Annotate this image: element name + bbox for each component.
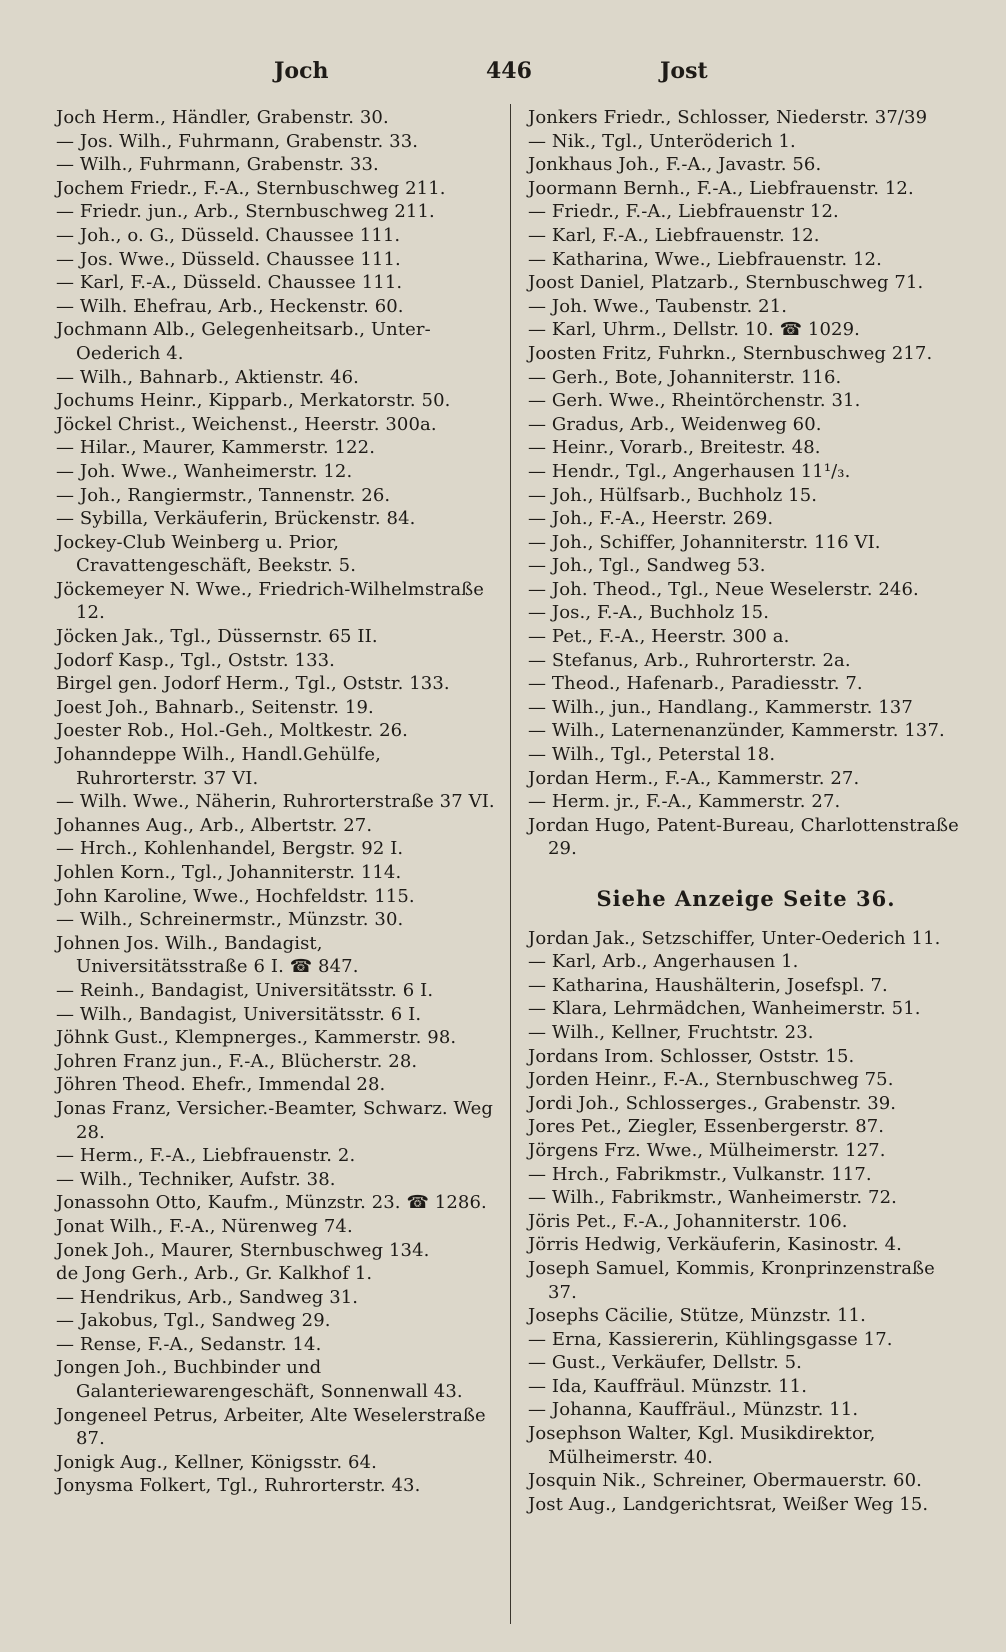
directory-entry: — Herm. jr., F.-A., Kammerstr. 27. [528,791,841,813]
directory-entry: — Joh., Rangiermstr., Tannenstr. 26. [56,484,391,506]
directory-entry: — Friedr. jun., Arb., Sternbuschweg 211. [56,201,435,223]
directory-entry: — Wilh., Techniker, Aufstr. 38. [56,1168,336,1190]
directory-entry: Jöcken Jak., Tgl., Düssernstr. 65 II. [56,626,378,648]
directory-entry: — Wilh. Wwe., Näherin, Ruhrorterstraße 37 VI. [56,791,495,813]
directory-entry: Joost Daniel, Platzarb., Sternbuschweg 71. [528,272,924,294]
directory-entry: — Karl, F.-A., Liebfrauenstr. 12. [528,224,820,246]
directory-entry: — Wilh., Bahnarb., Aktienstr. 46. [56,366,359,388]
directory-entry: — Sybilla, Verkäuferin, Brückenstr. 84. [56,508,416,530]
directory-entry: — Nik., Tgl., Unteröderich 1. [528,130,796,152]
directory-entry: Josquin Nik., Schreiner, Obermauerstr. 60. [528,1470,922,1492]
directory-entry: — Jakobus, Tgl., Sandweg 29. [56,1310,331,1332]
directory-entry: — Wilh., Schreinermstr., Münzstr. 30. [56,909,404,931]
directory-entry: Johanndeppe Wilh., Handl.Gehülfe, Ruhrorterstr. 37 VI. [56,744,381,789]
directory-entry: Jores Pet., Ziegler, Essenbergerstr. 87. [528,1116,885,1138]
directory-entry: — Karl, Uhrm., Dellstr. 10. ☎ 1029. [528,319,860,341]
directory-entry: — Hendr., Tgl., Angerhausen 11¹/₃. [528,460,851,482]
directory-entry: — Herm., F.-A., Liebfrauenstr. 2. [56,1145,356,1167]
page-number: 446 [486,58,532,84]
directory-entry: Johannes Aug., Arb., Albertstr. 27. [56,814,373,836]
right-column [528,106,964,1516]
directory-entry: — Joh., Hülfsarb., Buchholz 15. [528,484,818,506]
left-column [56,106,496,1498]
directory-entry: Jonassohn Otto, Kaufm., Münzstr. 23. ☎ 1286. [56,1192,487,1214]
directory-entry: Jöhnk Gust., Klempnerges., Kammerstr. 98. [56,1027,457,1049]
directory-entry: Johnen Jos. Wilh., Bandagist, Universitätsstraße 6 I. ☎ 847. [56,932,359,978]
directory-entry: — Karl, F.-A., Düsseld. Chaussee 111. [56,272,403,294]
right-column-bottom [528,927,964,1517]
directory-entry: Jöckemeyer N. Wwe., Friedrich-Wilhelmstraße 12. [56,578,485,624]
directory-entry: — Joh., F.-A., Heerstr. 269. [528,508,774,530]
directory-entry: — Erna, Kassiererin, Kühlingsgasse 17. [528,1328,893,1350]
directory-entry: Jonkers Friedr., Schlosser, Niederstr. 37/39 [528,107,928,128]
directory-entry: de Jong Gerh., Arb., Gr. Kalkhof 1. [56,1263,373,1285]
directory-entry: — Katharina, Haushälterin, Josefspl. 7. [528,974,888,996]
directory-entry: Jorden Heinr., F.-A., Sternbuschweg 75. [528,1069,894,1091]
right-column-top [528,106,964,861]
directory-entry: Jonkhaus Joh., F.-A., Javastr. 56. [528,154,822,176]
directory-entry: Jöris Pet., F.-A., Johanniterstr. 106. [528,1210,848,1232]
directory-entry: — Joh., Tgl., Sandweg 53. [528,555,766,577]
directory-entry: — Rense, F.-A., Sedanstr. 14. [56,1333,322,1355]
directory-entry: Birgel gen. Jodorf Herm., Tgl., Oststr. 133. [56,673,450,695]
directory-entry: — Pet., F.-A., Heerstr. 300 a. [528,626,790,648]
directory-entry: — Jos., F.-A., Buchholz 15. [528,602,770,624]
directory-entry: Jochmann Alb., Gelegenheitsarb., Unter-Oederich 4. [56,319,431,364]
directory-entry: Josephs Cäcilie, Stütze, Münzstr. 11. [528,1305,866,1327]
spacer [528,861,964,883]
directory-entry: — Heinr., Vorarb., Breitestr. 48. [528,437,821,459]
directory-entry: Josephson Walter, Kgl. Musikdirektor, Mülheimerstr. 40. [528,1423,876,1468]
directory-entry: Johren Franz jun., F.-A., Blücherstr. 28. [56,1050,418,1072]
directory-entry: Jonat Wilh., F.-A., Nürenweg 74. [56,1215,353,1237]
directory-entry: — Jos. Wilh., Fuhrmann, Grabenstr. 33. [56,130,419,152]
directory-entry: Jochem Friedr., F.-A., Sternbuschweg 211. [56,177,446,199]
advertisement-notice: Siehe Anzeige Seite 36. [596,886,896,911]
directory-entry: Jost Aug., Landgerichtsrat, Weißer Weg 15. [528,1493,929,1515]
directory-entry: — Joh. Theod., Tgl., Neue Weselerstr. 246. [528,578,919,600]
directory-entry: Jodorf Kasp., Tgl., Oststr. 133. [56,649,336,671]
directory-entry: — Wilh., Bandagist, Universitätsstr. 6 I. [56,1003,422,1025]
directory-entry: — Wilh., Fabrikmstr., Wanheimerstr. 72. [528,1187,897,1209]
directory-entry: — Wilh. Ehefrau, Arb., Heckenstr. 60. [56,295,404,317]
directory-entry: — Wilh., Fuhrmann, Grabenstr. 33. [56,154,379,176]
directory-entry: Jordan Hugo, Patent-Bureau, Charlottenstraße 29. [528,814,959,860]
column-divider [510,104,511,1624]
directory-entry: Jöhren Theod. Ehefr., Immendal 28. [56,1074,386,1096]
page-header [0,58,1006,94]
directory-entry: Jonek Joh., Maurer, Sternbuschweg 134. [56,1239,430,1261]
directory-entry: Joch Herm., Händler, Grabenstr. 30. [56,107,389,128]
directory-entry: — Karl, Arb., Angerhausen 1. [528,951,799,973]
directory-entry: — Reinh., Bandagist, Universitätsstr. 6 I. [56,979,434,1001]
directory-entry: — Joh., o. G., Düsseld. Chaussee 111. [56,224,401,246]
directory-entry: — Friedr., F.-A., Liebfrauenstr 12. [528,201,839,223]
directory-entry: Joseph Samuel, Kommis, Kronprinzenstraße 37. [528,1257,935,1303]
directory-entry: — Gust., Verkäufer, Dellstr. 5. [528,1352,802,1374]
directory-entry: — Gerh., Bote, Johanniterstr. 116. [528,366,842,388]
directory-entry: — Katharina, Wwe., Liebfrauenstr. 12. [528,248,882,270]
directory-entry: Joosten Fritz, Fuhrkn., Sternbuschweg 217. [528,342,933,364]
directory-entry: — Joh. Wwe., Wanheimerstr. 12. [56,460,353,482]
directory-entry: Jöckel Christ., Weichenst., Heerstr. 300a. [56,413,437,435]
header-left-word: Joch [274,58,329,84]
directory-entry: Jockey-Club Weinberg u. Prior, Cravattengeschäft, Beekstr. 5. [56,531,357,577]
directory-entry: — Wilh., jun., Handlang., Kammerstr. 137 [528,696,913,718]
directory-entry: Jordi Joh., Schlosserges., Grabenstr. 39. [528,1092,897,1114]
directory-entry: — Theod., Hafenarb., Paradiesstr. 7. [528,673,863,695]
directory-entry: — Jos. Wwe., Düsseld. Chaussee 111. [56,248,401,270]
directory-entry: Jörris Hedwig, Verkäuferin, Kasinostr. 4. [528,1234,902,1256]
directory-entry: — Joh. Wwe., Taubenstr. 21. [528,295,788,317]
directory-entry: — Hrch., Kohlenhandel, Bergstr. 92 I. [56,838,404,860]
directory-entry: John Karoline, Wwe., Hochfeldstr. 115. [56,885,415,907]
directory-entry: Jonigk Aug., Kellner, Königsstr. 64. [56,1451,377,1473]
directory-entry: — Gerh. Wwe., Rheintörchenstr. 31. [528,390,861,412]
directory-entry: Joester Rob., Hol.-Geh., Moltkestr. 26. [56,720,408,742]
directory-entry: Jochums Heinr., Kipparb., Merkatorstr. 50. [56,390,451,412]
directory-entry: Johlen Korn., Tgl., Johanniterstr. 114. [56,862,402,883]
header-right-word: Jost [660,58,708,84]
directory-entry: — Klara, Lehrmädchen, Wanheimerstr. 51. [528,998,921,1020]
directory-entry: — Joh., Schiffer, Johanniterstr. 116 VI. [528,531,881,553]
directory-entry: — Wilh., Kellner, Fruchtstr. 23. [528,1021,814,1043]
directory-entry: — Wilh., Laternenanzünder, Kammerstr. 137. [528,720,945,742]
directory-entry: Jonysma Folkert, Tgl., Ruhrorterstr. 43. [56,1475,421,1497]
directory-entry: — Hrch., Fabrikmstr., Vulkanstr. 117. [528,1163,872,1185]
directory-entry: Jörgens Frz. Wwe., Mülheimerstr. 127. [528,1139,886,1161]
directory-entry: Jordans Irom. Schlosser, Oststr. 15. [528,1045,855,1067]
directory-entry: Jordan Herm., F.-A., Kammerstr. 27. [528,767,860,789]
directory-entry: Jongeneel Petrus, Arbeiter, Alte Weselerstraße 87. [56,1404,486,1450]
directory-entry: — Gradus, Arb., Weidenweg 60. [528,413,822,435]
directory-entry: — Ida, Kauffräul. Münzstr. 11. [528,1375,808,1397]
directory-entry: — Stefanus, Arb., Ruhrorterstr. 2a. [528,649,851,671]
directory-entry: Jonas Franz, Versicher.-Beamter, Schwarz. Weg 28. [56,1097,494,1143]
directory-entry: Jongen Joh., Buchbinder und Galanteriewarengeschäft, Sonnenwall 43. [56,1357,463,1403]
directory-entry: — Wilh., Tgl., Peterstal 18. [528,744,776,766]
directory-entry: Joormann Bernh., F.-A., Liebfrauenstr. 12. [528,177,914,199]
directory-entry: — Hilar., Maurer, Kammerstr. 122. [56,437,376,459]
directory-entry: Joest Joh., Bahnarb., Seitenstr. 19. [56,696,374,718]
directory-entry: Jordan Jak., Setzschiffer, Unter-Oederich 11. [528,927,941,949]
directory-entry: — Johanna, Kauffräul., Münzstr. 11. [528,1399,859,1421]
directory-entry: — Hendrikus, Arb., Sandweg 31. [56,1286,359,1308]
